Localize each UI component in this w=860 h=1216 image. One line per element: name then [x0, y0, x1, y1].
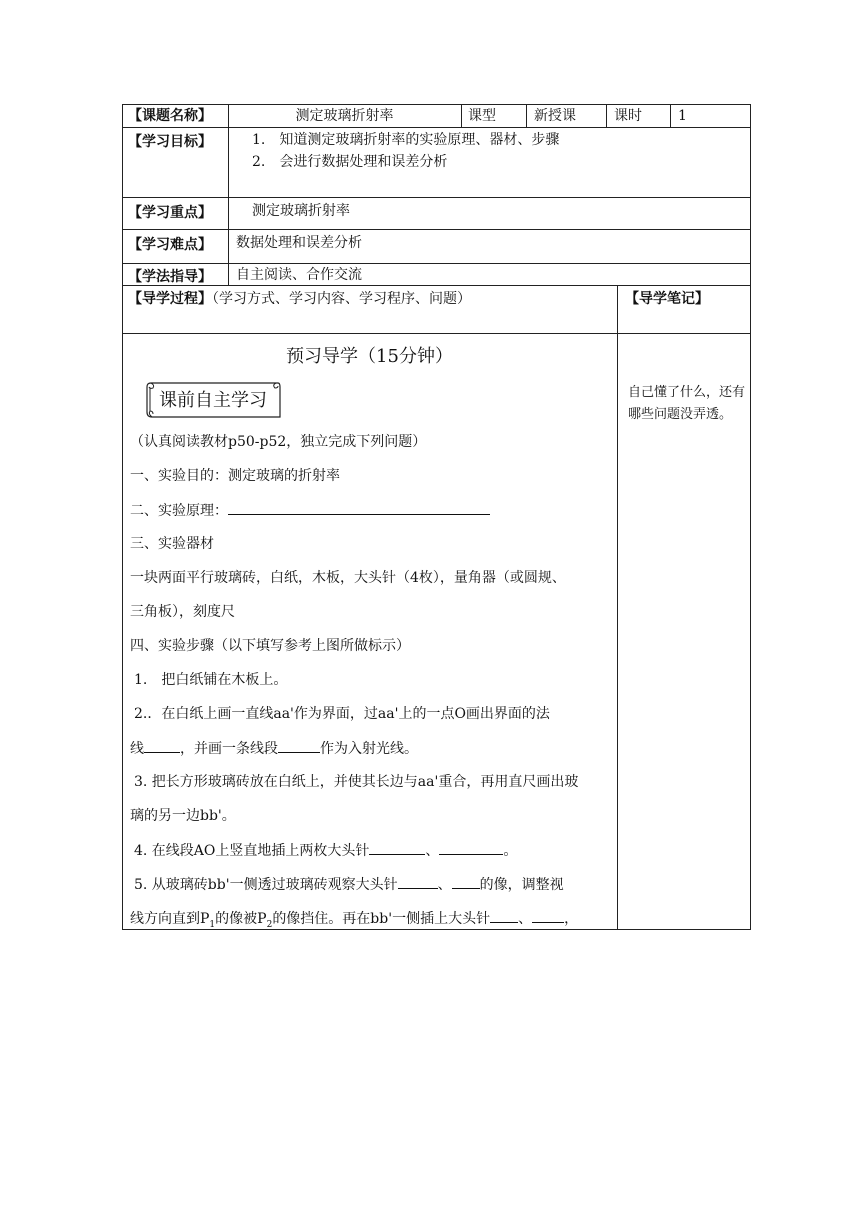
difficulty-text: 数据处理和误差分析: [236, 235, 362, 251]
answer-blank[interactable]: [490, 908, 518, 923]
process-label: 【导学过程】: [128, 291, 212, 307]
step-line: [130, 908, 578, 935]
process-header: [128, 289, 471, 309]
answer-blank[interactable]: [278, 738, 320, 753]
step-line: [134, 840, 517, 861]
step-text: 线方向直到P: [130, 911, 210, 927]
col-divider: [228, 104, 229, 285]
answer-blank[interactable]: [398, 874, 438, 889]
answer-blank[interactable]: [532, 908, 564, 923]
step-text: 、: [518, 911, 533, 927]
goal-item: 2. 会进行数据处理和误差分析: [252, 154, 448, 170]
row-divider: [228, 197, 751, 198]
process-hint: （学习方式、学习内容、学习程序、问题）: [212, 291, 471, 307]
step-line: [134, 874, 564, 895]
instruction-text: （认真阅读教材p50-p52，独立完成下列问题）: [130, 434, 427, 450]
notes-label: 【导学笔记】: [625, 291, 709, 307]
banner-text: 课前自主学习: [159, 390, 267, 411]
step-text: ，: [564, 911, 579, 927]
equipment-line: 一块两面平行玻璃砖，白纸，木板，大头针（4枚），量角器（或圆规、: [130, 570, 566, 586]
step-text: 作为入射光线。: [320, 741, 418, 757]
subscript: 1: [209, 919, 216, 930]
step-text: 5. 从玻璃砖bb'一侧透过玻璃砖观察大头针: [134, 877, 398, 893]
class-hours-value: 1: [678, 108, 687, 124]
step-text: 线: [130, 741, 144, 757]
step-text: 璃的另一边bb'。: [130, 808, 236, 824]
col-divider: [526, 104, 527, 127]
method-label: 【学法指导】: [128, 269, 212, 285]
step-text: 3. 把长方形玻璃砖放在白纸上，并使其长边与aa'重合，再用直尺画出玻: [134, 774, 579, 790]
col-divider: [606, 104, 607, 127]
purpose-text: 一、实验目的：测定玻璃的折射率: [130, 468, 340, 484]
equipment-line: 三角板），刻度尺: [130, 604, 235, 620]
self-study-banner: [144, 381, 282, 421]
step-text: 、: [425, 843, 440, 859]
steps-title: 四、实验步骤（以下填写参考上图所做标示）: [130, 638, 410, 654]
row-divider: [122, 285, 751, 286]
notes-prompt: 自己懂了什么，还有哪些问题没弄透。: [628, 385, 746, 422]
section-title: 预习导学（15分钟）: [286, 346, 453, 367]
lesson-plan-table: [122, 104, 751, 930]
class-hours-label: 课时: [614, 108, 642, 124]
step-text: ，并画一条线段: [180, 741, 278, 757]
row-divider: [122, 197, 228, 198]
lesson-type-value: 新授课: [534, 108, 576, 124]
step-text: 的像，调整视: [479, 877, 564, 893]
step-line: [130, 738, 418, 759]
method-text: 自主阅读、合作交流: [236, 267, 362, 283]
row-divider: [122, 127, 751, 128]
step-text: 的像挡住。再在bb'一侧插上大头针: [272, 911, 491, 927]
col-divider: [670, 104, 671, 127]
step-text: 、: [437, 877, 452, 893]
principle-text: 二、实验原理：: [130, 503, 228, 519]
table-border: [122, 104, 123, 930]
table-border: [750, 104, 751, 930]
step-text: 1. 把白纸铺在木板上。: [134, 672, 288, 688]
topic-value: 测定玻璃折射率: [295, 108, 394, 124]
answer-blank[interactable]: [144, 738, 180, 753]
focus-text: 测定玻璃折射率: [252, 203, 350, 219]
table-border: [122, 104, 751, 105]
col-divider: [617, 285, 618, 930]
topic-label: 【课题名称】: [128, 108, 212, 124]
row-divider: [122, 333, 751, 334]
goal-item: 1. 知道测定玻璃折射率的实验原理、器材、步骤: [252, 132, 560, 148]
subscript: 2: [266, 919, 273, 930]
lesson-type-label: 课型: [468, 108, 496, 124]
equipment-title: 三、实验器材: [130, 536, 214, 552]
difficulty-label: 【学习难点】: [128, 237, 212, 253]
principle-line: [130, 500, 490, 521]
step-text: 。: [503, 843, 518, 859]
step-text: 2.．在白纸上画一直线aa'作为界面，过aa'上的一点O画出界面的法: [134, 706, 550, 722]
answer-blank[interactable]: [369, 840, 425, 855]
answer-blank[interactable]: [228, 500, 490, 515]
row-divider: [122, 229, 751, 230]
row-divider: [122, 263, 751, 264]
focus-label: 【学习重点】: [128, 205, 212, 221]
col-divider: [461, 104, 462, 127]
answer-blank[interactable]: [439, 840, 503, 855]
goals-label: 【学习目标】: [128, 134, 212, 150]
step-text: 的像被P: [215, 911, 267, 927]
step-text: 4. 在线段AO上竖直地插上两枚大头针: [134, 843, 370, 859]
answer-blank[interactable]: [452, 874, 480, 889]
